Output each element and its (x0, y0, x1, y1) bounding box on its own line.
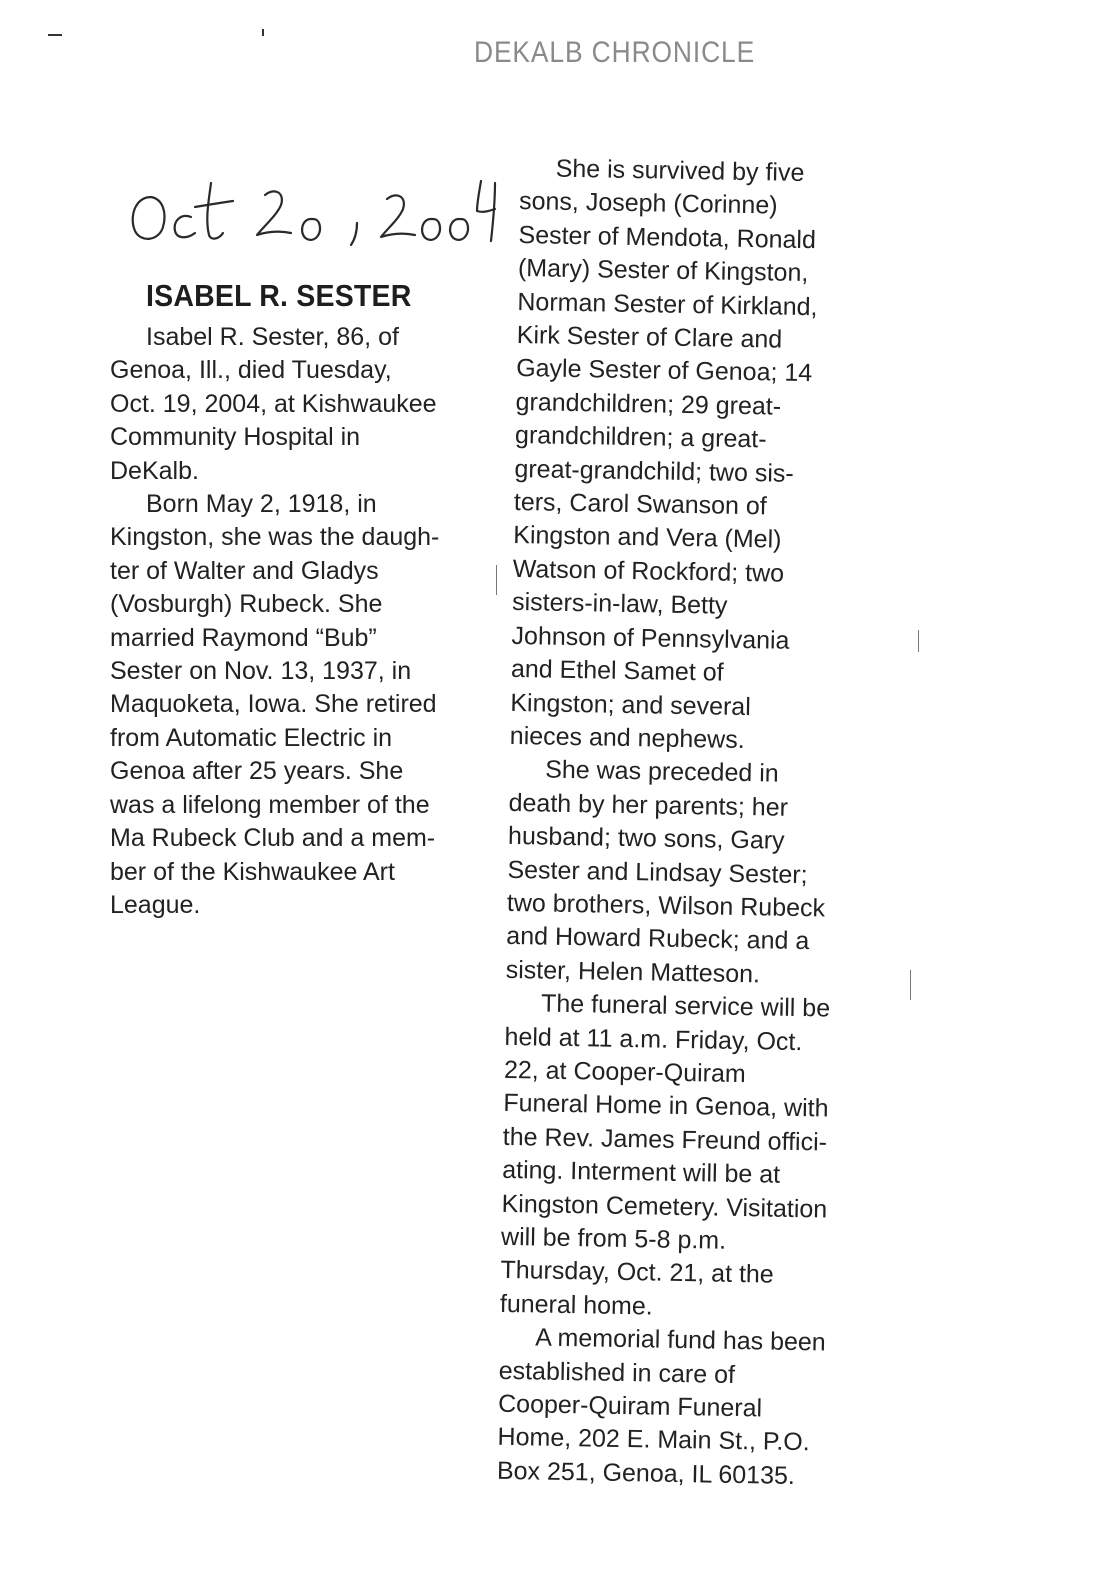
text-line: from Automatic Electric in (110, 723, 393, 752)
text-line: Genoa, Ill., died Tuesday, (110, 356, 392, 385)
text-line: Sester of Mendota, Ronald (518, 220, 817, 254)
text-line: Isabel R. Sester, 86, of (146, 323, 399, 351)
scan-speck (48, 34, 62, 36)
source-stamp: DEKALB CHRONICLE (474, 36, 756, 69)
text-line: married Raymond “Bub” (110, 623, 377, 652)
text-line: Funeral Home in Genoa, with (503, 1089, 829, 1123)
text-line: Maquoketa, Iowa. She retired (110, 690, 437, 719)
column-rule-mark (918, 630, 919, 652)
text-line: She is survived by five (555, 154, 805, 187)
text-line: sister, Helen Matteson. (505, 955, 761, 989)
text-line: Norman Sester of Kirkland, (517, 287, 818, 321)
text-line: ber of the Kishwaukee Art (110, 857, 395, 886)
text-line: established in care of (498, 1356, 736, 1389)
text-line: Box 251, Genoa, IL 60135. (496, 1456, 796, 1490)
text-line: Kingston, she was the daugh- (110, 523, 440, 552)
text-line: Community Hospital in (110, 423, 361, 452)
text-line: Kingston Cemetery. Visitation (501, 1189, 828, 1224)
text-line: two brothers, Wilson Rubeck (506, 888, 826, 923)
text-line: Oct. 19, 2004, at Kishwaukee (110, 389, 437, 418)
text-line: sisters-in-law, Betty (511, 588, 728, 620)
text-line: Thursday, Oct. 21, at the (500, 1256, 774, 1290)
text-line: Kingston and Vera (Mel) (513, 521, 782, 555)
text-line: Gayle Sester of Genoa; 14 (515, 354, 813, 388)
text-line: Ma Rubeck Club and a mem- (110, 824, 436, 853)
text-line: husband; two sons, Gary (507, 822, 785, 855)
text-line: Home, 202 E. Main St., P.O. (497, 1423, 810, 1457)
scan-speck (262, 29, 264, 36)
text-line: was a lifelong member of the (110, 790, 430, 819)
text-line: Kirk Sester of Clare and (516, 321, 783, 354)
handwritten-date (125, 175, 505, 250)
right-column (497, 152, 847, 1494)
text-line: ating. Interment will be at (501, 1156, 781, 1189)
text-line: ters, Carol Swanson of (513, 488, 768, 521)
text-line: Johnson of Pennsylvania (511, 621, 790, 655)
text-line: grandchildren; 29 great- (515, 387, 782, 421)
text-line: Watson of Rockford; two (512, 554, 785, 588)
text-line: A memorial fund has been (535, 1323, 826, 1357)
text-line: grandchildren; a great- (514, 421, 767, 454)
left-column (110, 321, 439, 922)
text-line: Cooper-Quiram Funeral (497, 1389, 763, 1423)
text-line: League. (110, 890, 201, 919)
column-rule-mark (910, 970, 911, 1000)
text-line: sons, Joseph (Corinne) (518, 187, 778, 220)
text-line: death by her parents; her (508, 788, 789, 822)
column-rule-mark (496, 565, 497, 595)
text-line: will be from 5-8 p.m. (500, 1222, 727, 1255)
text-line: great-grandchild; two sis- (514, 454, 794, 488)
text-line: Kingston; and several (510, 688, 752, 721)
text-line: funeral home. (499, 1289, 653, 1321)
text-line: and Howard Rubeck; and a (506, 922, 810, 956)
text-line: ter of Walter and Gladys (110, 556, 379, 585)
text-line: Sester and Lindsay Sester; (507, 855, 808, 889)
text-line: Sester on Nov. 13, 1937, in (110, 657, 412, 686)
text-line: The funeral service will be (540, 989, 831, 1023)
text-line: DeKalb. (110, 456, 199, 485)
text-line: the Rev. James Freund offici- (502, 1122, 828, 1157)
text-line: Genoa after 25 years. She (110, 757, 404, 786)
obituary-headline: ISABEL R. SESTER (146, 278, 412, 313)
text-line: 22, at Cooper-Quiram (503, 1055, 746, 1089)
text-line: Born May 2, 1918, in (146, 490, 377, 519)
text-line: She was preceded in (544, 755, 779, 788)
text-line: nieces and nephews. (509, 721, 745, 754)
text-line: (Vosburgh) Rubeck. She (110, 590, 383, 619)
text-line: and Ethel Samet of (510, 655, 724, 687)
text-line: (Mary) Sester of Kingston, (517, 254, 809, 288)
text-line: held at 11 a.m. Friday, Oct. (504, 1022, 803, 1056)
